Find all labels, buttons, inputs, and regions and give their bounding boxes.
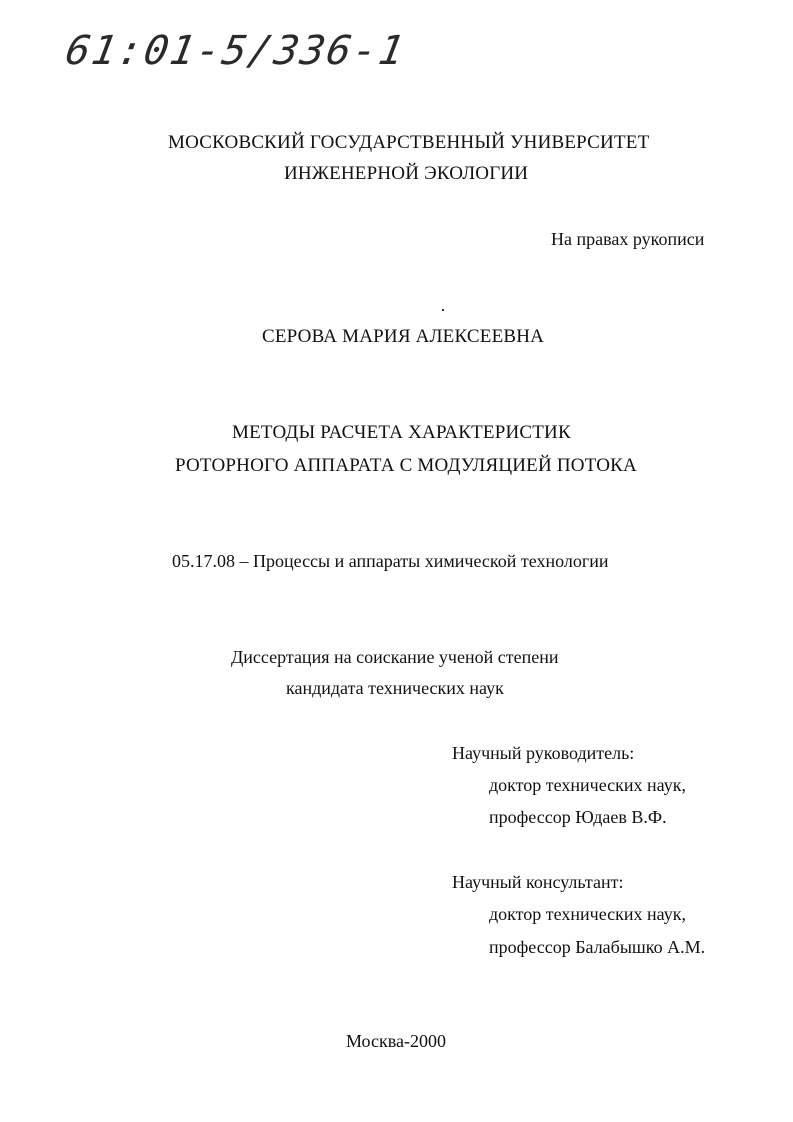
supervisor-label: Научный руководитель:	[452, 743, 635, 763]
consultant-label: Научный консультант:	[452, 872, 624, 892]
author-name: СЕРОВА МАРИЯ АЛЕКСЕЕВНА	[262, 326, 545, 347]
supervisor-name: профессор Юдаев В.Ф.	[489, 807, 667, 827]
consultant-name: профессор Балабышко А.М.	[489, 937, 706, 957]
degree-line2: кандидата технических наук	[286, 678, 504, 698]
scan-speck	[442, 309, 444, 311]
dissertation-title-line1: МЕТОДЫ РАСЧЕТА ХАРАКТЕРИСТИК	[232, 422, 571, 443]
city-year: Москва-2000	[346, 1031, 446, 1051]
specialty-code: 05.17.08 – Процессы и аппараты химической технологии	[172, 551, 609, 571]
archive-code-handwritten: 61:01-5/336-1	[61, 28, 410, 74]
dissertation-title-line2: РОТОРНОГО АППАРАТА С МОДУЛЯЦИЕЙ ПОТОКА	[175, 455, 637, 476]
manuscript-rights-note: На правах рукописи	[551, 229, 705, 249]
consultant-degree: доктор технических наук,	[489, 904, 686, 924]
supervisor-degree: доктор технических наук,	[489, 775, 686, 795]
degree-line1: Диссертация на соискание ученой степени	[231, 647, 559, 667]
university-name-line2: ИНЖЕНЕРНОЙ ЭКОЛОГИИ	[284, 163, 529, 184]
university-name-line1: МОСКОВСКИЙ ГОСУДАРСТВЕННЫЙ УНИВЕРСИТЕТ	[168, 132, 650, 153]
